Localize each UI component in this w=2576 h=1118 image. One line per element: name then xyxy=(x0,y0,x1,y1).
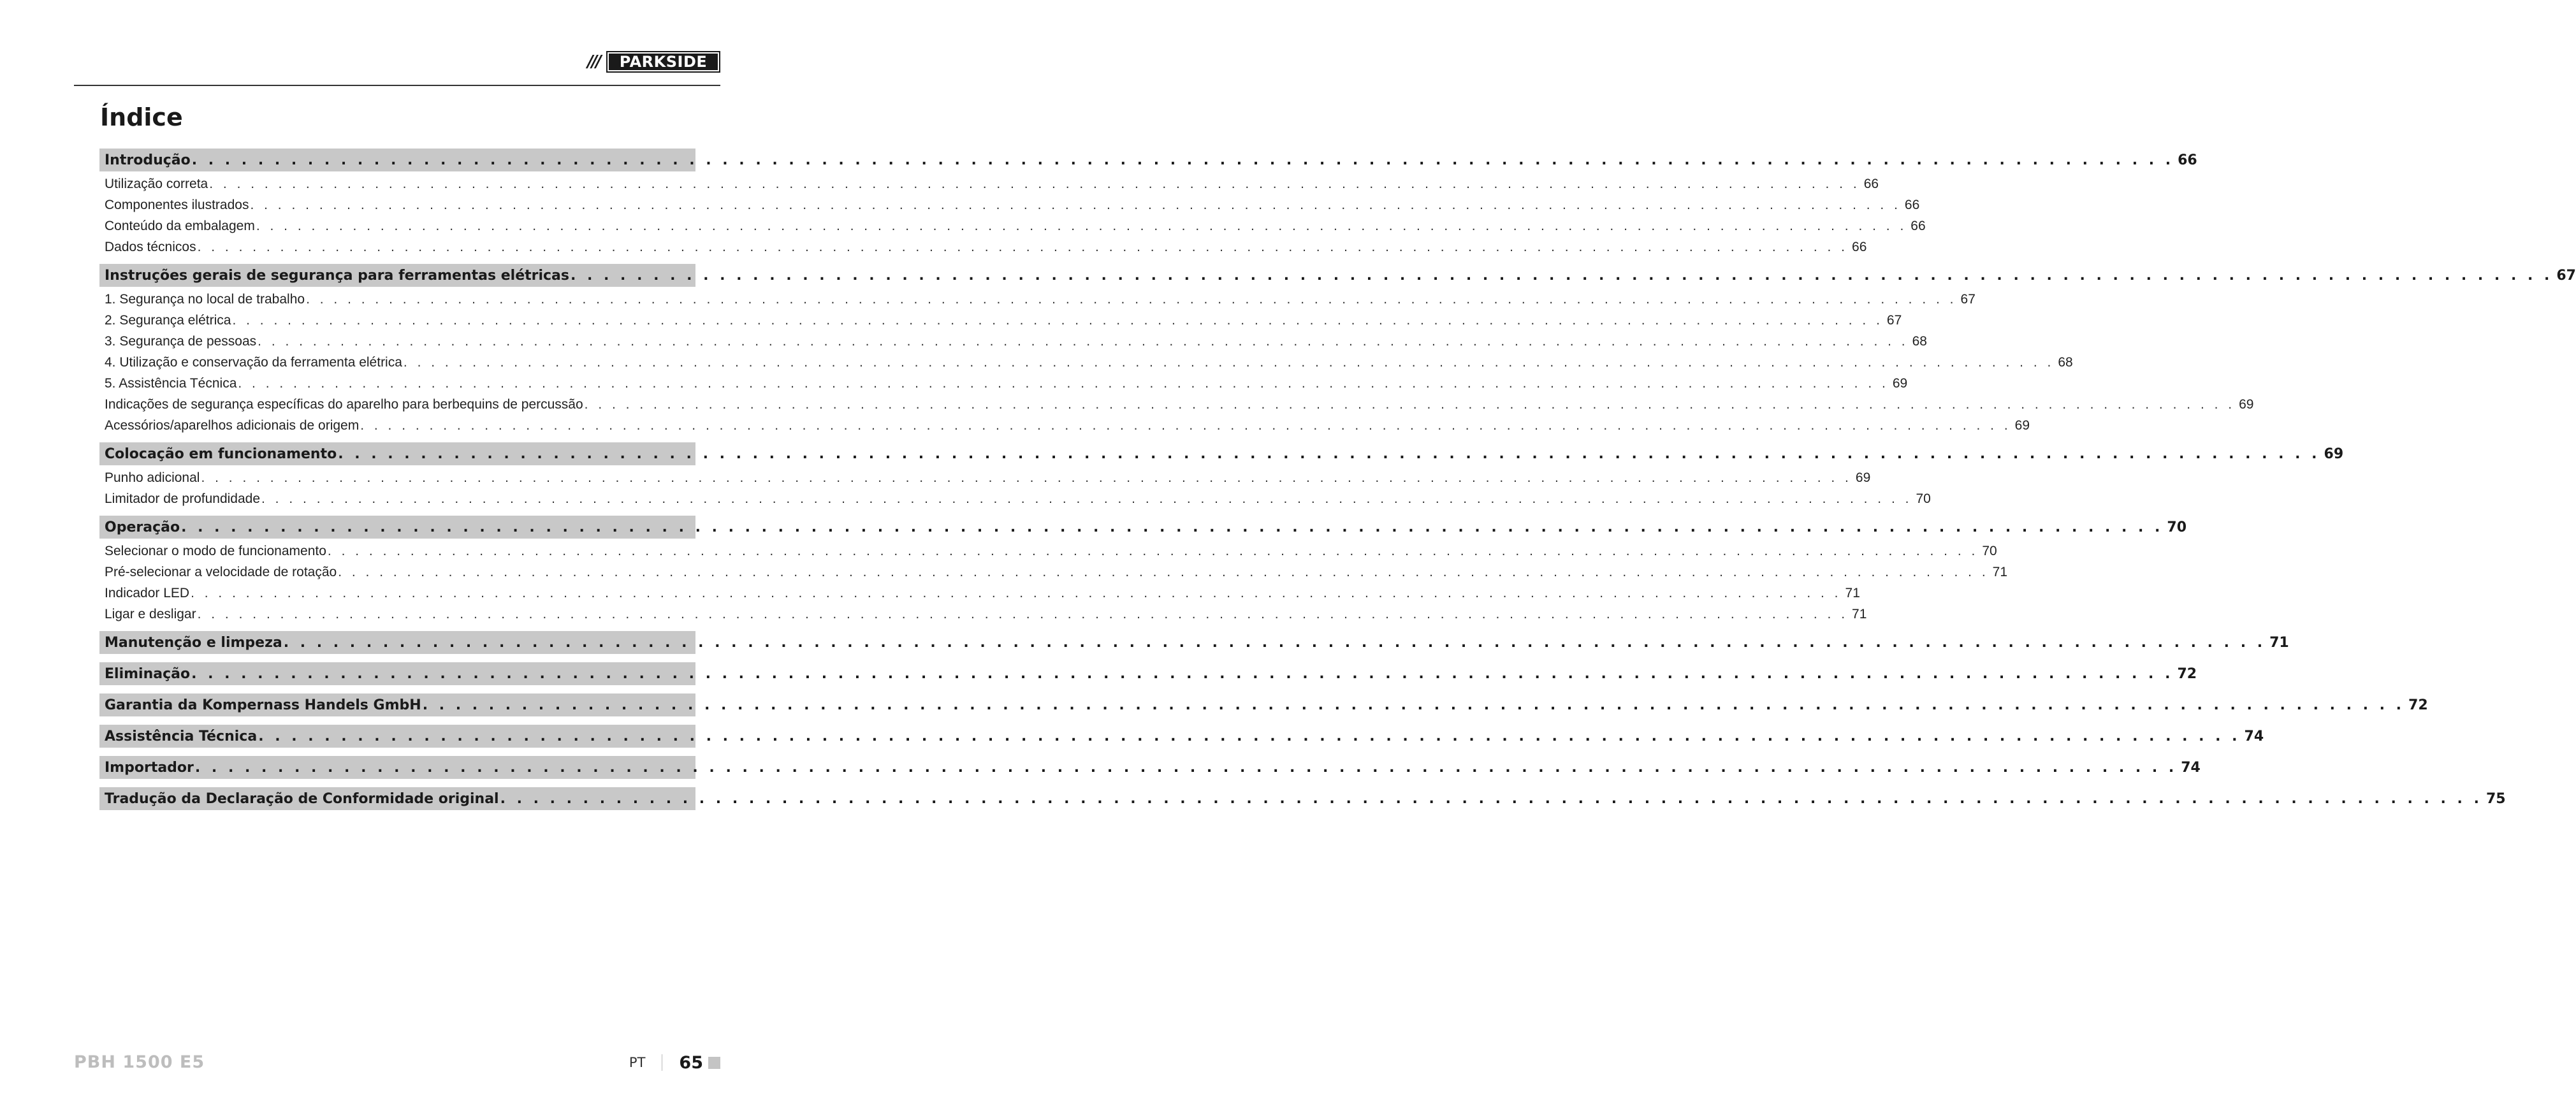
dot-leader: . . . . . . . . . . . . . . . . . . . . . . . . . . . . . . . . . . . . . . . . . . . . . . . . . . . . . . . . . . . . . . . . . . . . . . . . . . . . . . . . . . . . . . . . . . . . . . . . . . . . . . . . . . . . . . . . . . . . . . . . xyxy=(191,152,2174,168)
toc-entry-title: Limitador de profundidade xyxy=(105,491,261,506)
dot-leader: . . . . . . . . . . . . . . . . . . . . . . . . . . . . . . . . . . . . . . . . . . . . . . . . . . . . . . . . . . . . . . . . . . . . . . . . . . . . . . . . . . . . . . . . . . . . . . . . . . . . . . . . . . . . . . . . . . . . . . . . xyxy=(191,585,1842,600)
toc-entry-title: Punho adicional xyxy=(105,470,200,485)
dot-leader: . . . . . . . . . . . . . . . . . . . . . . . . . . . . . . . . . . . . . . . . . . . . . . . . . . . . . . . . . . . . . . . . . . . . . . . . . . . . . . . . . . . . . . . . . . . . . . . . . . . . . . . . . . . . . . . . . . . . . . . . xyxy=(283,634,2266,651)
toc-entry-title: 5. Assistência Técnica xyxy=(105,375,237,391)
toc-page-number: 71 xyxy=(1852,606,1867,621)
dot-leader: . . . . . . . . . . . . . . . . . . . . . . . . . . . . . . . . . . . . . . . . . . . . . . . . . . . . . . . . . . . . . . . . . . . . . . . . . . . . . . . . . . . . . . . . . . . . . . . . . . . . . . . . . . . . . . . . . . . . . . . . xyxy=(181,519,2164,535)
toc-subentry[interactable] xyxy=(99,373,1908,394)
toc-subentry[interactable] xyxy=(99,541,1997,562)
toc-subentry[interactable] xyxy=(99,394,2254,415)
toc-page-number: 69 xyxy=(1855,470,1871,485)
section-gap xyxy=(99,625,695,631)
section-gap xyxy=(99,750,695,756)
section-gap xyxy=(99,718,695,725)
toc-entry-title: Utilização correta xyxy=(105,176,208,191)
toc-page-number: 66 xyxy=(2178,152,2197,168)
dot-leader: . . . . . . . . . . . . . . . . . . . . . . . . . . . . . . . . . . . . . . . . . . . . . . . . . . . . . . . . . . . . . . . . . . . . . . . . . . . . . . . . . . . . . . . . . . . . . . . . . . . . . . . . . . . . . . . . . . . . . . . . xyxy=(403,354,2055,370)
toc-page-number: 69 xyxy=(2324,446,2344,462)
parkside-logo xyxy=(581,51,720,73)
toc-subentry[interactable] xyxy=(99,604,1867,625)
toc-entry-title: 2. Segurança elétrica xyxy=(105,312,231,328)
footer-page-info xyxy=(629,1052,720,1073)
header-rule xyxy=(74,85,720,86)
dot-leader: . . . . . . . . . . . . . . . . . . . . . . . . . . . . . . . . . . . . . . . . . . . . . . . . . . . . . . . . . . . . . . . . . . . . . . . . . . . . . . . . . . . . . . . . . . . . . . . . . . . . . . . . . . . . . . . . . . . . . . . . xyxy=(360,417,2011,433)
dot-leader: . . . . . . . . . . . . . . . . . . . . . . . . . . . . . . . . . . . . . . . . . . . . . . . . . . . . . . . . . . . . . . . . . . . . . . . . . . . . . . . . . . . . . . . . . . . . . . . . . . . . . . . . . . . . . . . . . . . . . . . . xyxy=(584,396,2236,412)
toc-page-number: 67 xyxy=(1960,291,1976,307)
toc-subentry[interactable] xyxy=(99,352,2073,373)
toc-entry-title: Eliminação xyxy=(105,665,191,682)
toc-section-heading[interactable] xyxy=(99,662,2197,685)
toc-section-heading[interactable] xyxy=(99,756,2201,779)
toc-subentry[interactable] xyxy=(99,194,1920,215)
section-gap xyxy=(99,258,695,264)
page-marker-square xyxy=(708,1057,720,1069)
dot-leader: . . . . . . . . . . . . . . . . . . . . . . . . . . . . . . . . . . . . . . . . . . . . . . . . . . . . . . . . . . . . . . . . . . . . . . . . . . . . . . . . . . . . . . . . . . . . . . . . . . . . . . . . . . . . . . . . . . . . . . . . xyxy=(261,491,1912,506)
section-gap xyxy=(99,687,695,693)
section-gap xyxy=(99,781,695,787)
dot-leader: . . . . . . . . . . . . . . . . . . . . . . . . . . . . . . . . . . . . . . . . . . . . . . . . . . . . . . . . . . . . . . . . . . . . . . . . . . . . . . . . . . . . . . . . . . . . . . . . . . . . . . . . . . . . . . . . . . . . . . . . xyxy=(232,312,1883,328)
dot-leader: . . . . . . . . . . . . . . . . . . . . . . . . . . . . . . . . . . . . . . . . . . . . . . . . . . . . . . . . . . . . . . . . . . . . . . . . . . . . . . . . . . . . . . . . . . . . . . . . . . . . . . . . . . . . . . . . . . . . . . . . xyxy=(571,267,2553,284)
toc-entry-title: Conteúdo da embalagem xyxy=(105,218,255,233)
footer-language: PT xyxy=(629,1055,646,1070)
dot-leader: . . . . . . . . . . . . . . . . . . . . . . . . . . . . . . . . . . . . . . . . . . . . . . . . . . . . . . . . . . . . . . . . . . . . . . . . . . . . . . . . . . . . . . . . . . . . . . . . . . . . . . . . . . . . . . . . . . . . . . . . xyxy=(258,333,1909,349)
toc-page-number: 71 xyxy=(1845,585,1860,600)
dot-leader: . . . . . . . . . . . . . . . . . . . . . . . . . . . . . . . . . . . . . . . . . . . . . . . . . . . . . . . . . . . . . . . . . . . . . . . . . . . . . . . . . . . . . . . . . . . . . . . . . . . . . . . . . . . . . . . . . . . . . . . . xyxy=(256,218,1907,233)
section-gap xyxy=(99,656,695,662)
dot-leader: . . . . . . . . . . . . . . . . . . . . . . . . . . . . . . . . . . . . . . . . . . . . . . . . . . . . . . . . . . . . . . . . . . . . . . . . . . . . . . . . . . . . . . . . . . . . . . . . . . . . . . . . . . . . . . . . . . . . . . . . xyxy=(238,375,1889,391)
toc-section-heading[interactable] xyxy=(99,149,2197,171)
toc-entry-title: Selecionar o modo de funcionamento xyxy=(105,543,326,558)
toc-page-number: 66 xyxy=(1852,239,1867,254)
toc-entry-title: 3. Segurança de pessoas xyxy=(105,333,257,349)
toc-page-number: 69 xyxy=(1892,375,1908,391)
toc-subentry[interactable] xyxy=(99,215,1926,236)
toc-entry-title: Operação xyxy=(105,519,180,535)
toc-entry-title: Assistência Técnica xyxy=(105,728,258,744)
dot-leader: . . . . . . . . . . . . . . . . . . . . . . . . . . . . . . . . . . . . . . . . . . . . . . . . . . . . . . . . . . . . . . . . . . . . . . . . . . . . . . . . . . . . . . . . . . . . . . . . . . . . . . . . . . . . . . . . . . . . . . . . xyxy=(194,759,2178,776)
toc-entry-title: Pré-selecionar a velocidade de rotação xyxy=(105,564,337,579)
logo-slashes: /// xyxy=(587,52,600,71)
toc-subentry[interactable] xyxy=(99,467,1871,488)
toc-page-number: 70 xyxy=(2167,519,2187,535)
toc-section-heading[interactable] xyxy=(99,516,2187,539)
dot-leader: . . . . . . . . . . . . . . . . . . . . . . . . . . . . . . . . . . . . . . . . . . . . . . . . . . . . . . . . . . . . . . . . . . . . . . . . . . . . . . . . . . . . . . . . . . . . . . . . . . . . . . . . . . . . . . . . . . . . . . . . xyxy=(306,291,1957,307)
toc-section-heading[interactable] xyxy=(99,631,2289,654)
section-gap xyxy=(99,509,695,516)
toc-entry-title: Dados técnicos xyxy=(105,239,196,254)
toc-entry-title: Manutenção e limpeza xyxy=(105,634,282,651)
toc-page-number: 67 xyxy=(2556,267,2576,284)
dot-leader: . . . . . . . . . . . . . . . . . . . . . . . . . . . . . . . . . . . . . . . . . . . . . . . . . . . . . . . . . . . . . . . . . . . . . . . . . . . . . . . . . . . . . . . . . . . . . . . . . . . . . . . . . . . . . . . . . . . . . . . . xyxy=(191,665,2174,682)
dot-leader: . . . . . . . . . . . . . . . . . . . . . . . . . . . . . . . . . . . . . . . . . . . . . . . . . . . . . . . . . . . . . . . . . . . . . . . . . . . . . . . . . . . . . . . . . . . . . . . . . . . . . . . . . . . . . . . . . . . . . . . . xyxy=(500,790,2482,807)
toc-entry-title: 4. Utilização e conservação da ferramenta elétrica xyxy=(105,354,402,370)
dot-leader: . . . . . . . . . . . . . . . . . . . . . . . . . . . . . . . . . . . . . . . . . . . . . . . . . . . . . . . . . . . . . . . . . . . . . . . . . . . . . . . . . . . . . . . . . . . . . . . . . . . . . . . . . . . . . . . . . . . . . . . . xyxy=(338,564,1989,579)
toc-page-number: 72 xyxy=(2408,697,2428,713)
toc-page-number: 66 xyxy=(1904,197,1920,212)
toc-page-number: 69 xyxy=(2239,396,2254,412)
toc-entry-title: Instruções gerais de segurança para ferramentas elétricas xyxy=(105,267,569,284)
toc-subentry[interactable] xyxy=(99,289,1976,310)
toc-page-number: 71 xyxy=(1992,564,2008,579)
toc-page-number: 72 xyxy=(2177,665,2197,682)
toc-subentry[interactable] xyxy=(99,236,1867,258)
toc-subentry[interactable] xyxy=(99,310,1902,331)
dot-leader: . . . . . . . . . . . . . . . . . . . . . . . . . . . . . . . . . . . . . . . . . . . . . . . . . . . . . . . . . . . . . . . . . . . . . . . . . . . . . . . . . . . . . . . . . . . . . . . . . . . . . . . . . . . . . . . . . . . . . . . . xyxy=(197,606,1849,621)
toc-entry-title: Tradução da Declaração de Conformidade original xyxy=(105,790,499,807)
toc-subentry[interactable] xyxy=(99,331,1927,352)
dot-leader: . . . . . . . . . . . . . . . . . . . . . . . . . . . . . . . . . . . . . . . . . . . . . . . . . . . . . . . . . . . . . . . . . . . . . . . . . . . . . . . . . . . . . . . . . . . . . . . . . . . . . . . . . . . . . . . . . . . . . . . . xyxy=(201,470,1852,485)
toc-entry-title: 1. Segurança no local de trabalho xyxy=(105,291,305,307)
toc-page-number: 68 xyxy=(2058,354,2073,370)
dot-leader: . . . . . . . . . . . . . . . . . . . . . . . . . . . . . . . . . . . . . . . . . . . . . . . . . . . . . . . . . . . . . . . . . . . . . . . . . . . . . . . . . . . . . . . . . . . . . . . . . . . . . . . . . . . . . . . . . . . . . . . . xyxy=(258,728,2241,744)
dot-leader: . . . . . . . . . . . . . . . . . . . . . . . . . . . . . . . . . . . . . . . . . . . . . . . . . . . . . . . . . . . . . . . . . . . . . . . . . . . . . . . . . . . . . . . . . . . . . . . . . . . . . . . . . . . . . . . . . . . . . . . . xyxy=(250,197,1901,212)
toc-subentry[interactable] xyxy=(99,583,1860,604)
toc-entry-title: Indicador LED xyxy=(105,585,190,600)
toc-page-number: 67 xyxy=(1886,312,1902,328)
toc-subentry[interactable] xyxy=(99,173,1879,194)
dot-leader: . . . . . . . . . . . . . . . . . . . . . . . . . . . . . . . . . . . . . . . . . . . . . . . . . . . . . . . . . . . . . . . . . . . . . . . . . . . . . . . . . . . . . . . . . . . . . . . . . . . . . . . . . . . . . . . . . . . . . . . . xyxy=(209,176,1860,191)
toc-page-number: 70 xyxy=(1982,543,1997,558)
footer-model-number: PBH 1500 E5 xyxy=(74,1052,205,1072)
toc-entry-title: Garantia da Kompernass Handels GmbH xyxy=(105,697,421,713)
dot-leader: . . . . . . . . . . . . . . . . . . . . . . . . . . . . . . . . . . . . . . . . . . . . . . . . . . . . . . . . . . . . . . . . . . . . . . . . . . . . . . . . . . . . . . . . . . . . . . . . . . . . . . . . . . . . . . . . . . . . . . . . xyxy=(327,543,1979,558)
toc-entry-title: Componentes ilustrados xyxy=(105,197,249,212)
toc-section-heading[interactable] xyxy=(99,693,2428,716)
toc-page-number: 69 xyxy=(2014,417,2030,433)
toc-entry-title: Introdução xyxy=(105,152,191,168)
toc-page-number: 66 xyxy=(1910,218,1926,233)
toc-subentry[interactable] xyxy=(99,488,1931,509)
toc-entry-title: Colocação em funcionamento xyxy=(105,446,337,462)
toc-page-number: 71 xyxy=(2269,634,2289,651)
dot-leader: . . . . . . . . . . . . . . . . . . . . . . . . . . . . . . . . . . . . . . . . . . . . . . . . . . . . . . . . . . . . . . . . . . . . . . . . . . . . . . . . . . . . . . . . . . . . . . . . . . . . . . . . . . . . . . . . . . . . . . . . xyxy=(338,446,2320,462)
toc-entry-title: Importador xyxy=(105,759,194,776)
footer-page-number: 65 xyxy=(679,1052,703,1073)
toc-page-number: 70 xyxy=(1916,491,1931,506)
toc-entry-title: Acessórios/aparelhos adicionais de origem xyxy=(105,417,360,433)
dot-leader: . . . . . . . . . . . . . . . . . . . . . . . . . . . . . . . . . . . . . . . . . . . . . . . . . . . . . . . . . . . . . . . . . . . . . . . . . . . . . . . . . . . . . . . . . . . . . . . . . . . . . . . . . . . . . . . . . . . . . . . . xyxy=(197,239,1849,254)
toc-entry-title: Ligar e desligar xyxy=(105,606,196,621)
toc-section-heading[interactable] xyxy=(99,442,2344,465)
toc-subentry[interactable] xyxy=(99,562,2008,583)
toc-section-heading[interactable] xyxy=(99,787,2506,810)
toc-entry-title: Indicações de segurança específicas do aparelho para berbequins de percussão xyxy=(105,396,583,412)
toc-section-heading[interactable] xyxy=(99,725,2264,748)
page-title: Índice xyxy=(100,103,183,131)
toc-subentry[interactable] xyxy=(99,415,2030,436)
toc-page-number: 74 xyxy=(2181,759,2201,776)
section-gap xyxy=(99,436,695,442)
toc-page-number: 75 xyxy=(2485,790,2506,807)
logo-wordmark: PARKSIDE xyxy=(606,51,720,73)
toc-page-number: 68 xyxy=(1912,333,1927,349)
toc-section-heading[interactable] xyxy=(99,264,2576,287)
toc-page-number: 66 xyxy=(1863,176,1879,191)
toc-page-number: 74 xyxy=(2244,728,2264,744)
dot-leader: . . . . . . . . . . . . . . . . . . . . . . . . . . . . . . . . . . . . . . . . . . . . . . . . . . . . . . . . . . . . . . . . . . . . . . . . . . . . . . . . . . . . . . . . . . . . . . . . . . . . . . . . . . . . . . . . . . . . . . . . xyxy=(422,697,2405,713)
table-of-contents xyxy=(99,149,2576,812)
